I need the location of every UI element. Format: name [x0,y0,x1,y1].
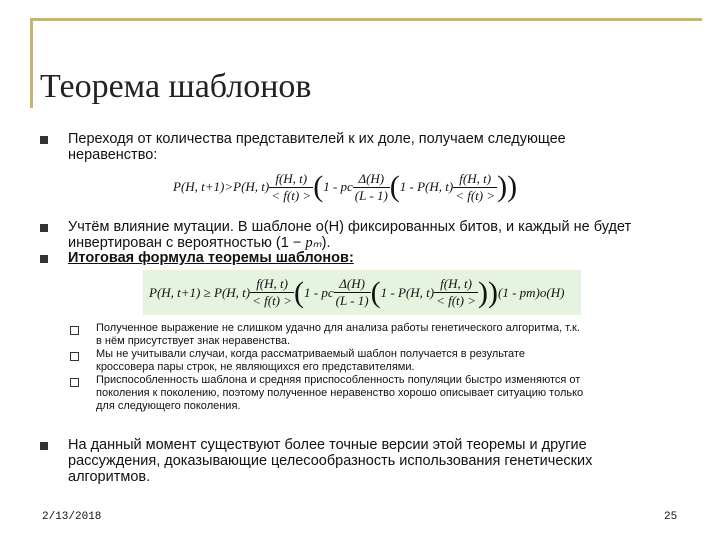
sub-bullet-marker [70,378,79,387]
sub-item-3-line-3: для следующего поколения. [96,400,241,412]
bullet-marker [40,255,48,263]
bullet-marker [40,136,48,144]
one-minus-p-term: 1 - P(H, t) [380,284,435,300]
sub-item-1-line-1: Полученное выражение не слишком удачно для анализа работы генетического алгоритма, т.к. [96,322,580,334]
sub-bullet-marker [70,326,79,335]
bullet-2-line-2: инвертирован с вероятностью (1 − pₘ). [68,235,331,251]
fitness-fraction: $\frac{f(H, t)}{< f(t) >}$ [252,276,293,308]
sub-item-1-line-2: в нём присутствует знак неравенства. [96,335,291,347]
bullet-marker [40,224,48,232]
page-number: 25 [664,511,678,523]
bullet-4-line-1: На данный момент существуют более точные версии этой теоремы и другие [68,437,587,453]
frame-top-line [30,18,702,21]
formula2-lhs: P(H, t+1) ≥ P(H, t) [149,284,251,300]
sub-bullet-marker [70,352,79,361]
sub-item-3-line-2: поколения к поколению, поэтому полученное неравенство хорошо описывает ситуацию только [96,387,584,399]
fitness-fraction-2: $\frac{f(H, t)}{< f(t) >}$ [436,276,477,308]
sub-item-2-line-2: кроссовера пары строк, не являющихся его представителями. [96,361,415,373]
crossover-term: 1 - pc [323,179,353,194]
bullet-1-line-2: неравенство: [68,147,158,163]
footer-date: 2/13/2018 [42,511,102,523]
formula-lhs: P(H, t+1)>P(H, t) [173,179,270,194]
fitness-fraction: $\frac{f(H, t)}{< f(t) >}$ [271,170,312,203]
slide-title: Теорема шаблонов [40,68,312,105]
crossover-term: 1 - pc [304,284,334,300]
sub-item-3-line-1: Приспособленность шаблона и средняя приспособленность популяции быстро изменяются от [96,374,581,386]
fitness-fraction-2: $\frac{f(H, t)}{< f(t) >}$ [455,170,496,203]
bullet-1-line-1: Переходя от количества представителей к их доле, получаем следующее [68,131,566,147]
bullet-2-line-1: Учтём влияние мутации. В шаблоне o(H) фиксированных битов, и каждый не будет [68,219,632,235]
formula-schema-theorem: P(H, t+1) ≥ P(H, t) $\frac{f(H, t)}{< f(t) >}$ ( 1 - pc $\frac{\Delta(H)}{(L - 1)}$ ( 1 - P(H, t) $\frac{f(H, t)}{< f(t) >}$ )) (1 - pm)o(H) [143,270,581,315]
bullet-marker [40,442,48,450]
bullet-3-heading: Итоговая формула теоремы шаблонов: [68,250,354,266]
bullet-4-line-3: алгоритмов. [68,469,151,485]
mutation-term: (1 - pm)o(H) [498,284,565,300]
formula-inequality: P(H, t+1)>P(H, t) $\frac{f(H, t)}{< f(t) >}$ ( 1 - pc $\frac{\Delta(H)}{(L - 1)}$ ( 1 - P(H, t) $\frac{f(H, t)}{< f(t) >}$ )) [173,170,518,203]
one-minus-p-term: 1 - P(H, t) [399,179,454,194]
defining-length-fraction: $\frac{\Delta(H)}{(L - 1)}$ [335,276,369,308]
pm-symbol: pₘ [305,235,322,251]
defining-length-fraction: $\frac{\Delta(H)}{(L - 1)}$ [354,170,388,203]
frame-left-line [30,18,33,108]
bullet-4-line-2: рассуждения, доказывающие целесообразность использования генетических [68,453,593,469]
sub-item-2-line-1: Мы не учитывали случаи, когда рассматриваемый шаблон получается в результате [96,348,525,360]
